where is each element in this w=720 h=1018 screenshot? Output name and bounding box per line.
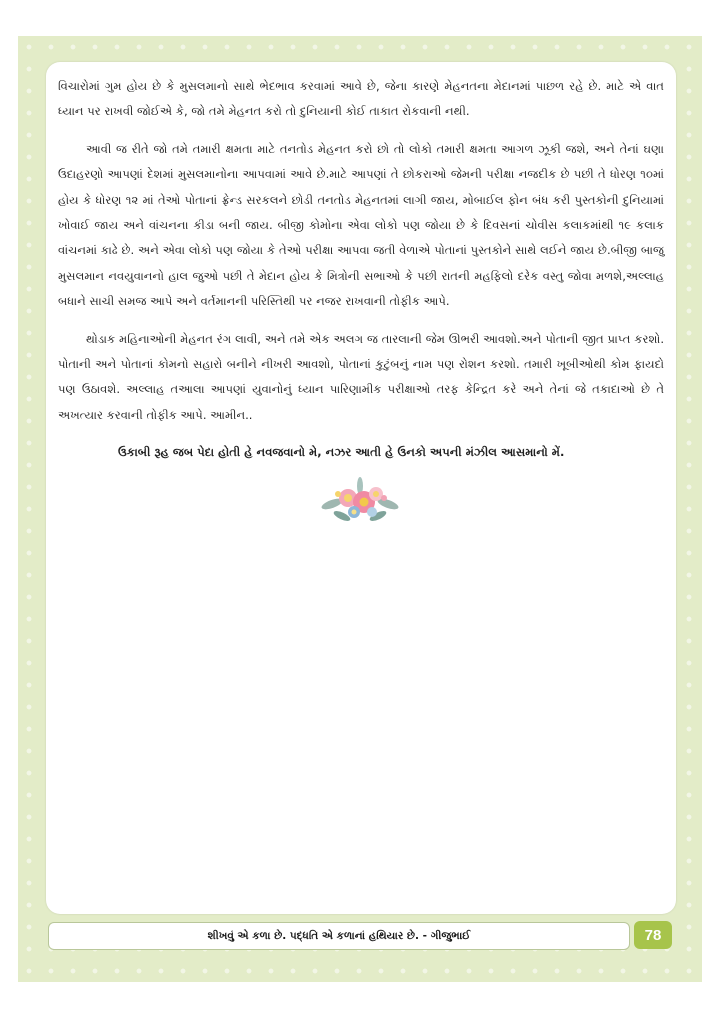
footer-quote: શીખવું એ કળા છે. પદ્ધતિ એ કળાનાં હથિયાર છે. - ગીજુભાઈ <box>207 929 471 942</box>
paragraph-1: વિચારોમાં ગુમ હોય છે કે મુસલમાનો સાથે ભેદભાવ કરવામાં આવે છે, જેના કારણે મેહનતના મેદાનમાં પાછળ રહે છે. માટે એ વાત ધ્યાન પર રાખવી જોઈએ કે, જો તમે મેહનત કરો તો દુનિયાની કોઈ તાકાત રોકવાની નથી. <box>58 79 664 119</box>
couplet-line: ઉકાબી રૂહ જબ પેદા હોતી હે નવજવાનો મે, નઝર આતી હે ઉનકો અપની મંઝીલ આસમાનો મેં. <box>118 445 565 460</box>
article-body <box>58 74 664 466</box>
paragraph-2: આવી જ રીતે જો તમે તમારી ક્ષમતા માટે તનતોડ મેહનત કરો છો તો લોકો તમારી ક્ષમતા આગળ ઝૂકી જશે, અને તેનાં ઘણા ઉદાહરણો આપણાં દેશમાં મુસલમાનોના આપવામાં આવે છે.માટે આપણાં તે છોકરાઓ જેમની પરીક્ષા નજદીક છે પછી તે ધોરણ ૧૦માં હોય કે ધોરણ ૧૨ માં તેઓ પોતાનાં ફ્રેન્ડ સરકલને છોડી તનતોડ મેહનતમાં લાગી જાય, મોબાઈલ ફોન બંધ કરી પુસ્તકોની દુનિયામાં ખોવાઈ જાય અને વાંચનના કીડા બની જાય. બીજી કોમોના એવા લોકો પણ જોયા છે કે દિવસનાં ચોવીસ કલાકમાંથી ૧૯ કલાક વાંચનમાં કાઢે છે. અને એવા લોકો પણ જોયા કે તેઓ પરીક્ષા આપવા જતી વેળાએ પોતાનાં પુસ્તકોને સાથે લઈને જાય છે.બીજી બાજુ મુસલમાન નવયુવાનનો હાલ જુઓ પછી તે મેદાન હોય કે મિત્રોની સભાઓ કે પછી રાતની મહફિલો દરેક વસ્તુ જોવા મળશે,અલ્લાહ બધાને સાચી સમજ આપે અને વર્તમાનની પરિસ્તિથી પર નજર રાખવાની તોફીક આપે. <box>58 141 664 309</box>
paragraph-3: થોડાક મહિનાઓની મેહનત રંગ લાવી, અને તમે એક અલગ જ તારલાની જેમ ઊભરી આવશો.અને પોતાની જીત પ્રાપ્ત કરશો. પોતાની અને પોતાનાં કોમનો સહારો બનીને નીખરી આવશો, પોતાનાં કુટુંબનું નામ પણ રોશન કરશો. તમારી ખૂબીઓથી કોમ ફાયદો પણ ઉઠાવશે. અલ્લાહ તઆલા આપણાં યુવાનોનું ધ્યાન પારિણામીક પરીક્ષાઓ તરફ કેન્દ્રિત કરે અને તેનાં જે તકાદાઓ છે તે અખત્યાર કરવાની તોફીક આપે. આમીન.. <box>58 331 664 422</box>
page-number: 78 <box>644 926 662 944</box>
page-number-badge <box>634 921 672 949</box>
flower-ornament-icon <box>318 474 402 530</box>
footer-quote-bar <box>48 922 630 950</box>
